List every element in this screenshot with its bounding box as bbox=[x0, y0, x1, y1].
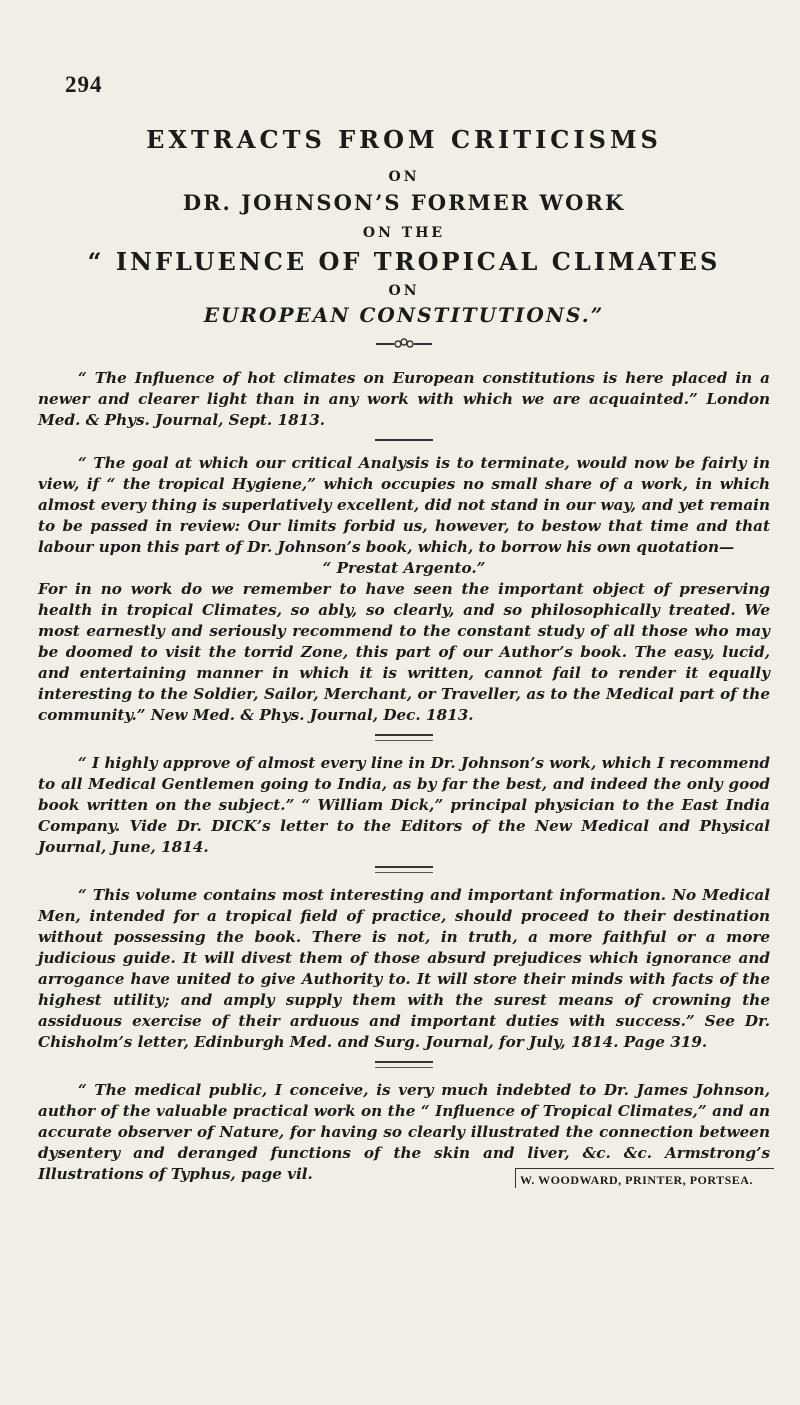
extract-continuation: For in no work do we remember to have seen the important object of preserving health in tropical Climates, so ably, so clearly, and so philosophically treated. We most earnestly and seriously recommend to the constant study of all those who may be doomed to visit the torrid Zone, this part of our Author’s book. The easy, lucid, and entertaining manner in which it is written, cannot fail to render it equally interesting to the Soldier, Sailor, Merchant, or Traveller, as to the Medical part of the community.” New Med. & Phys. Journal, Dec. 1813. bbox=[38, 580, 770, 724]
extract-text: “ The Influence of hot climates on European constitutions is here placed in a newer and clearer light than in any work with which we are acquainted.” London Med. & Phys. Journal, Sept. 1813. bbox=[38, 369, 770, 429]
heading-on-second: ON bbox=[388, 283, 420, 299]
extract-london-journal bbox=[38, 368, 770, 431]
latin-quotation: “ Prestat Argento.” bbox=[322, 559, 486, 577]
extract-text: “ I highly approve of almost every line in Dr. Johnson’s work, which I recommend to all Medical Gentlemen going to India, as by far the best, and indeed the only good book written on the subject.” “ William Dick,” principal physician to the East India Company. Vide Dr. DICK’s letter to the Editors of the New Medical and Physical Journal, June, 1814. bbox=[38, 754, 770, 856]
extract-william-dick bbox=[38, 753, 770, 858]
heading-on-the: ON THE bbox=[362, 225, 446, 241]
heading-constitutions: EUROPEAN CONSTITUTIONS.” bbox=[203, 303, 605, 327]
separator-rule bbox=[375, 1061, 433, 1068]
printer-imprint: W. WOODWARD, PRINTER, PORTSEA. bbox=[515, 1168, 774, 1188]
extract-chisholm bbox=[38, 885, 770, 1053]
separator-rule bbox=[375, 734, 433, 741]
extract-text: “ The medical public, I conceive, is very much indebted to Dr. James Johnson, author of the valuable practical work on the “ Influence of Tropical Climates,” and an accurate observer of Nature, for having so clearly illustrated the connection between dysentery and deranged functions of the skin and liver, &c. &c. Armstrong’s Illustrations of Typhus, page vil. bbox=[38, 1081, 770, 1183]
extract-text: “ The goal at which our critical Analysis is to terminate, would now be fairly in view, if “ the tropical Hygiene,” which occupies no small share of a work, in which almost every thing is superlatively excellent, did not stand in our way, and yet remain to be passed in review: Our limits forbid us, however, to bestow that time and that labour upon this part of Dr. Johnson’s book, which, to borrow his own quotation— bbox=[38, 454, 770, 556]
heading-former-work: DR. JOHNSON’S FORMER WORK bbox=[182, 190, 626, 215]
heading-on: ON bbox=[388, 169, 420, 185]
separator-rule bbox=[375, 439, 433, 441]
extract-new-med-journal bbox=[38, 453, 770, 726]
heading-influence: “ INFLUENCE OF TROPICAL CLIMATES bbox=[87, 247, 721, 276]
separator-rule bbox=[375, 866, 433, 873]
page-title: EXTRACTS FROM CRITICISMS bbox=[146, 125, 662, 154]
page-number: 294 bbox=[65, 72, 103, 97]
extract-text: “ This volume contains most interesting and important information. No Medical Men, intended for a tropical field of practice, should proceed to their destination without possessing the book. There is not, in truth, a more faithful or a more judicious guide. It will divest them of those absurd prejudices which ignorance and arrogance have united to give Authority to. It will store their minds with facts of the highest utility; and amply supply them with the surest means of crowning the assiduous exercise of their arduous and important duties with success.” See Dr. Chisholm’s letter, Edinburgh Med. and Surg. Journal, for July, 1814. Page 319. bbox=[38, 886, 770, 1051]
ornament-divider bbox=[38, 336, 770, 354]
